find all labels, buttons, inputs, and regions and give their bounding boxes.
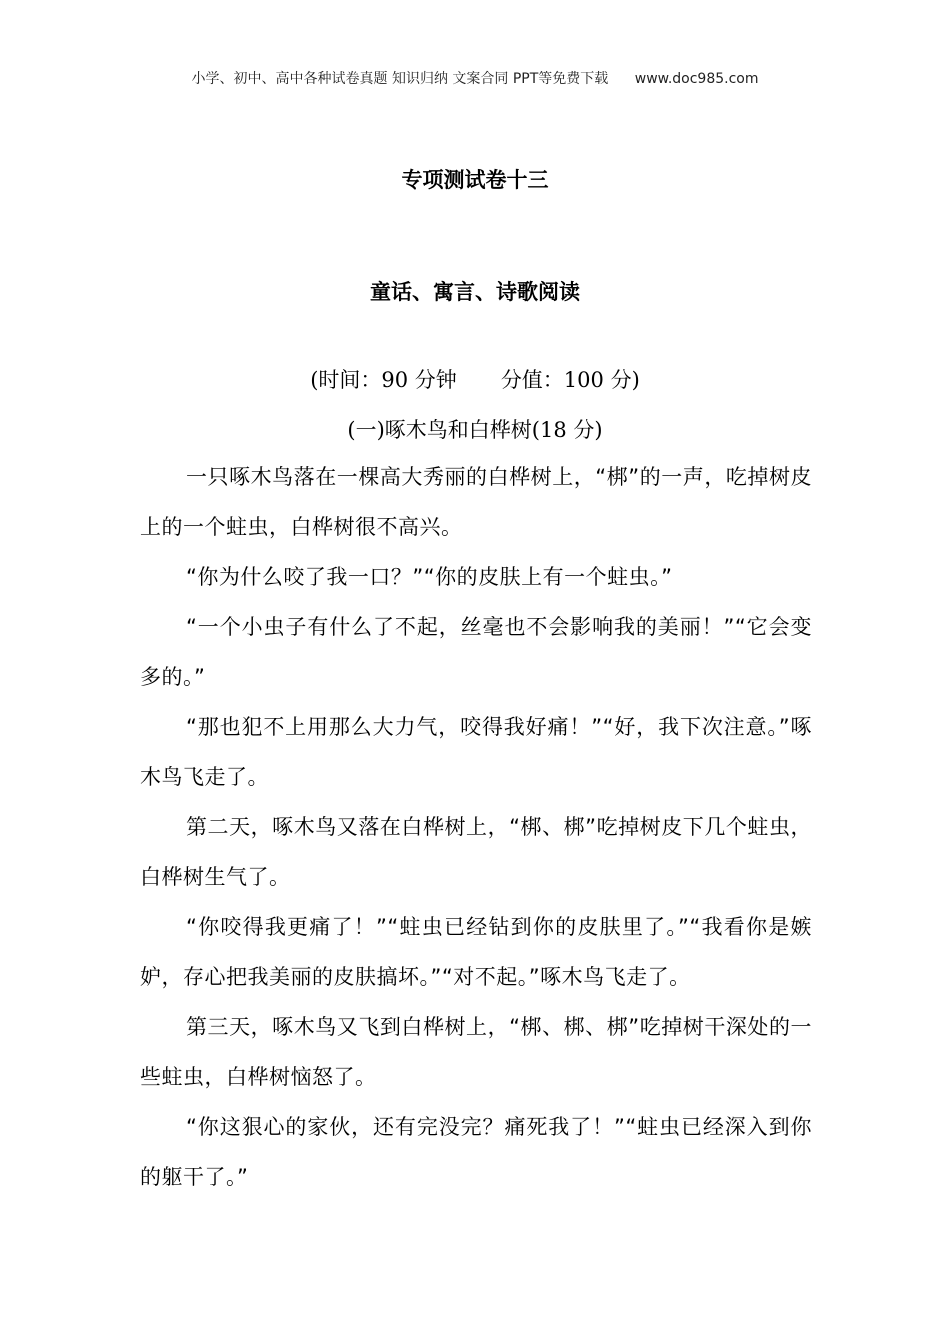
paragraph: “你咬得我更痛了！”“蛀虫已经钻到你的皮肤里了。”“我看你是嫉妒，存心把我美丽的皮肤搞坏。”“对不起。”啄木鸟飞走了。 (140, 915, 812, 989)
exam-time: (时间：90 分钟 (310, 368, 457, 392)
paragraph: 一只啄木鸟落在一棵高大秀丽的白桦树上，“梆”的一声，吃掉树皮上的一个蛀虫，白桦树很不高兴。 (140, 465, 812, 539)
page-title: 专项测试卷十三 (401, 167, 549, 192)
section-heading: (一)啄木鸟和白桦树(18 分) (347, 418, 603, 442)
header-text: 小学、初中、高中各种试卷真题 知识归纳 文案合同 PPT等免费下载 (191, 71, 609, 87)
paragraph: “你这狠心的家伙，还有完没完？痛死我了！”“蛀虫已经深入到你的躯干了。” (140, 1115, 812, 1189)
exam-score: 分值：100 分) (500, 368, 640, 392)
paragraph: 第二天，啄木鸟又落在白桦树上，“梆、梆”吃掉树皮下几个蛀虫，白桦树生气了。 (140, 815, 812, 889)
paragraph: 第三天，啄木鸟又飞到白桦树上，“梆、梆、梆”吃掉树干深处的一些蛀虫，白桦树恼怒了。 (140, 1015, 812, 1089)
passage (140, 452, 812, 1202)
page-subtitle: 童话、寓言、诗歌阅读 (370, 279, 580, 304)
paragraph: “那也犯不上用那么大力气，咬得我好痛！”“好，我下次注意。”啄木鸟飞走了。 (140, 715, 812, 789)
exam-meta (0, 364, 950, 394)
page-header (0, 68, 950, 88)
header-site: www.doc985.com (634, 71, 759, 87)
paragraph: “你为什么咬了我一口？”“你的皮肤上有一个蛀虫。” (186, 565, 673, 589)
paragraph: “一个小虫子有什么了不起，丝毫也不会影响我的美丽！”“它会变多的。” (140, 615, 812, 689)
